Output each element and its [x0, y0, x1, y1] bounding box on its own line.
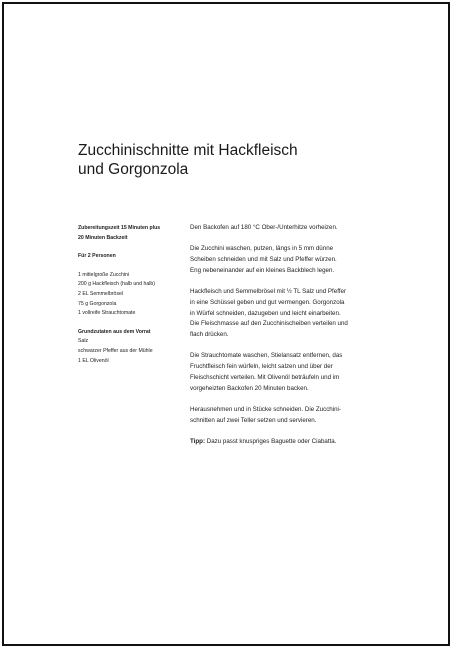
instruction-line: Eng nebeneinander auf ein kleines Backblech legen.	[190, 266, 335, 274]
instruction-step	[190, 287, 365, 341]
ingredient-item: 200 g Hackfleisch (halb und halb)	[78, 281, 155, 288]
instruction-line: Die Fleischmasse auf den Zucchinischeiben verteilen und	[190, 320, 348, 328]
instruction-step	[190, 223, 365, 234]
ingredient-item: 1 mittelgroße Zucchini	[78, 271, 130, 278]
instruction-line: Den Backofen auf 180 °C Ober-/Unterhitze vorheizen.	[190, 224, 338, 231]
prep-time: Zubereitungszeit 15 Minuten plus	[78, 225, 161, 231]
instruction-line: Hackfleisch und Semmelbrösel mit ½ TL Salz und Pfeffer	[190, 288, 347, 296]
instruction-line: Fleischschicht verteilen. Mit Olivenöl beträufeln und im	[190, 373, 340, 381]
instruction-line: Die Zucchini waschen, putzen, längs in 5 mm dünne	[190, 245, 334, 253]
pantry-item: 1 EL Olivenöl	[78, 357, 109, 364]
tip-label: Tipp:	[190, 437, 206, 445]
title-line: und Gorgonzola	[78, 161, 189, 178]
instruction-line: in eine Schüssel geben und gut vermengen. Gorgonzola	[190, 298, 345, 306]
title-line: Zucchinischnitte mit Hackfleisch	[78, 142, 298, 159]
pantry-item: Salz	[78, 338, 89, 345]
bake-time: 20 Minuten Backzeit	[78, 234, 128, 241]
ingredient-item: 75 g Gorgonzola	[78, 300, 117, 307]
instruction-step	[190, 351, 365, 394]
instruction-line: flach drücken.	[190, 331, 229, 338]
instruction-line: in Würfel schneiden, dazugeben und leicht einarbeiten.	[190, 309, 341, 317]
instructions-column	[190, 223, 365, 458]
instruction-line: Scheiben schneiden und mit Salz und Pfeffer würzen.	[190, 256, 337, 264]
instruction-line: Herausnehmen und in Stücke schneiden. Die Zucchini-	[190, 405, 341, 413]
servings: Für 2 Personen	[78, 253, 116, 260]
pantry-item: schwarzer Pfeffer aus der Mühle	[78, 347, 153, 354]
instruction-line: schnitten auf zwei Teller setzen und servieren.	[190, 416, 317, 424]
tip	[190, 437, 365, 448]
tip-text: Dazu passt knuspriges Baguette oder Ciabatta.	[206, 437, 337, 445]
instruction-line: Die Strauchtomate waschen, Stielansatz entfernen, das	[190, 352, 343, 360]
instruction-line: Fruchtfleisch fein würfeln, leicht salzen und über der	[190, 363, 333, 371]
pantry-heading: Grundzutaten aus dem Vorrat	[78, 328, 151, 335]
ingredient-item: 2 EL Semmelbrösel	[78, 290, 124, 297]
ingredients-column	[78, 224, 183, 366]
recipe-title	[78, 141, 378, 179]
instruction-step	[190, 244, 365, 276]
instruction-line: vorgeheizten Backofen 20 Minuten backen.	[190, 384, 309, 392]
ingredient-item: 1 vollreife Strauchtomate	[78, 310, 136, 317]
instruction-step	[190, 405, 365, 426]
